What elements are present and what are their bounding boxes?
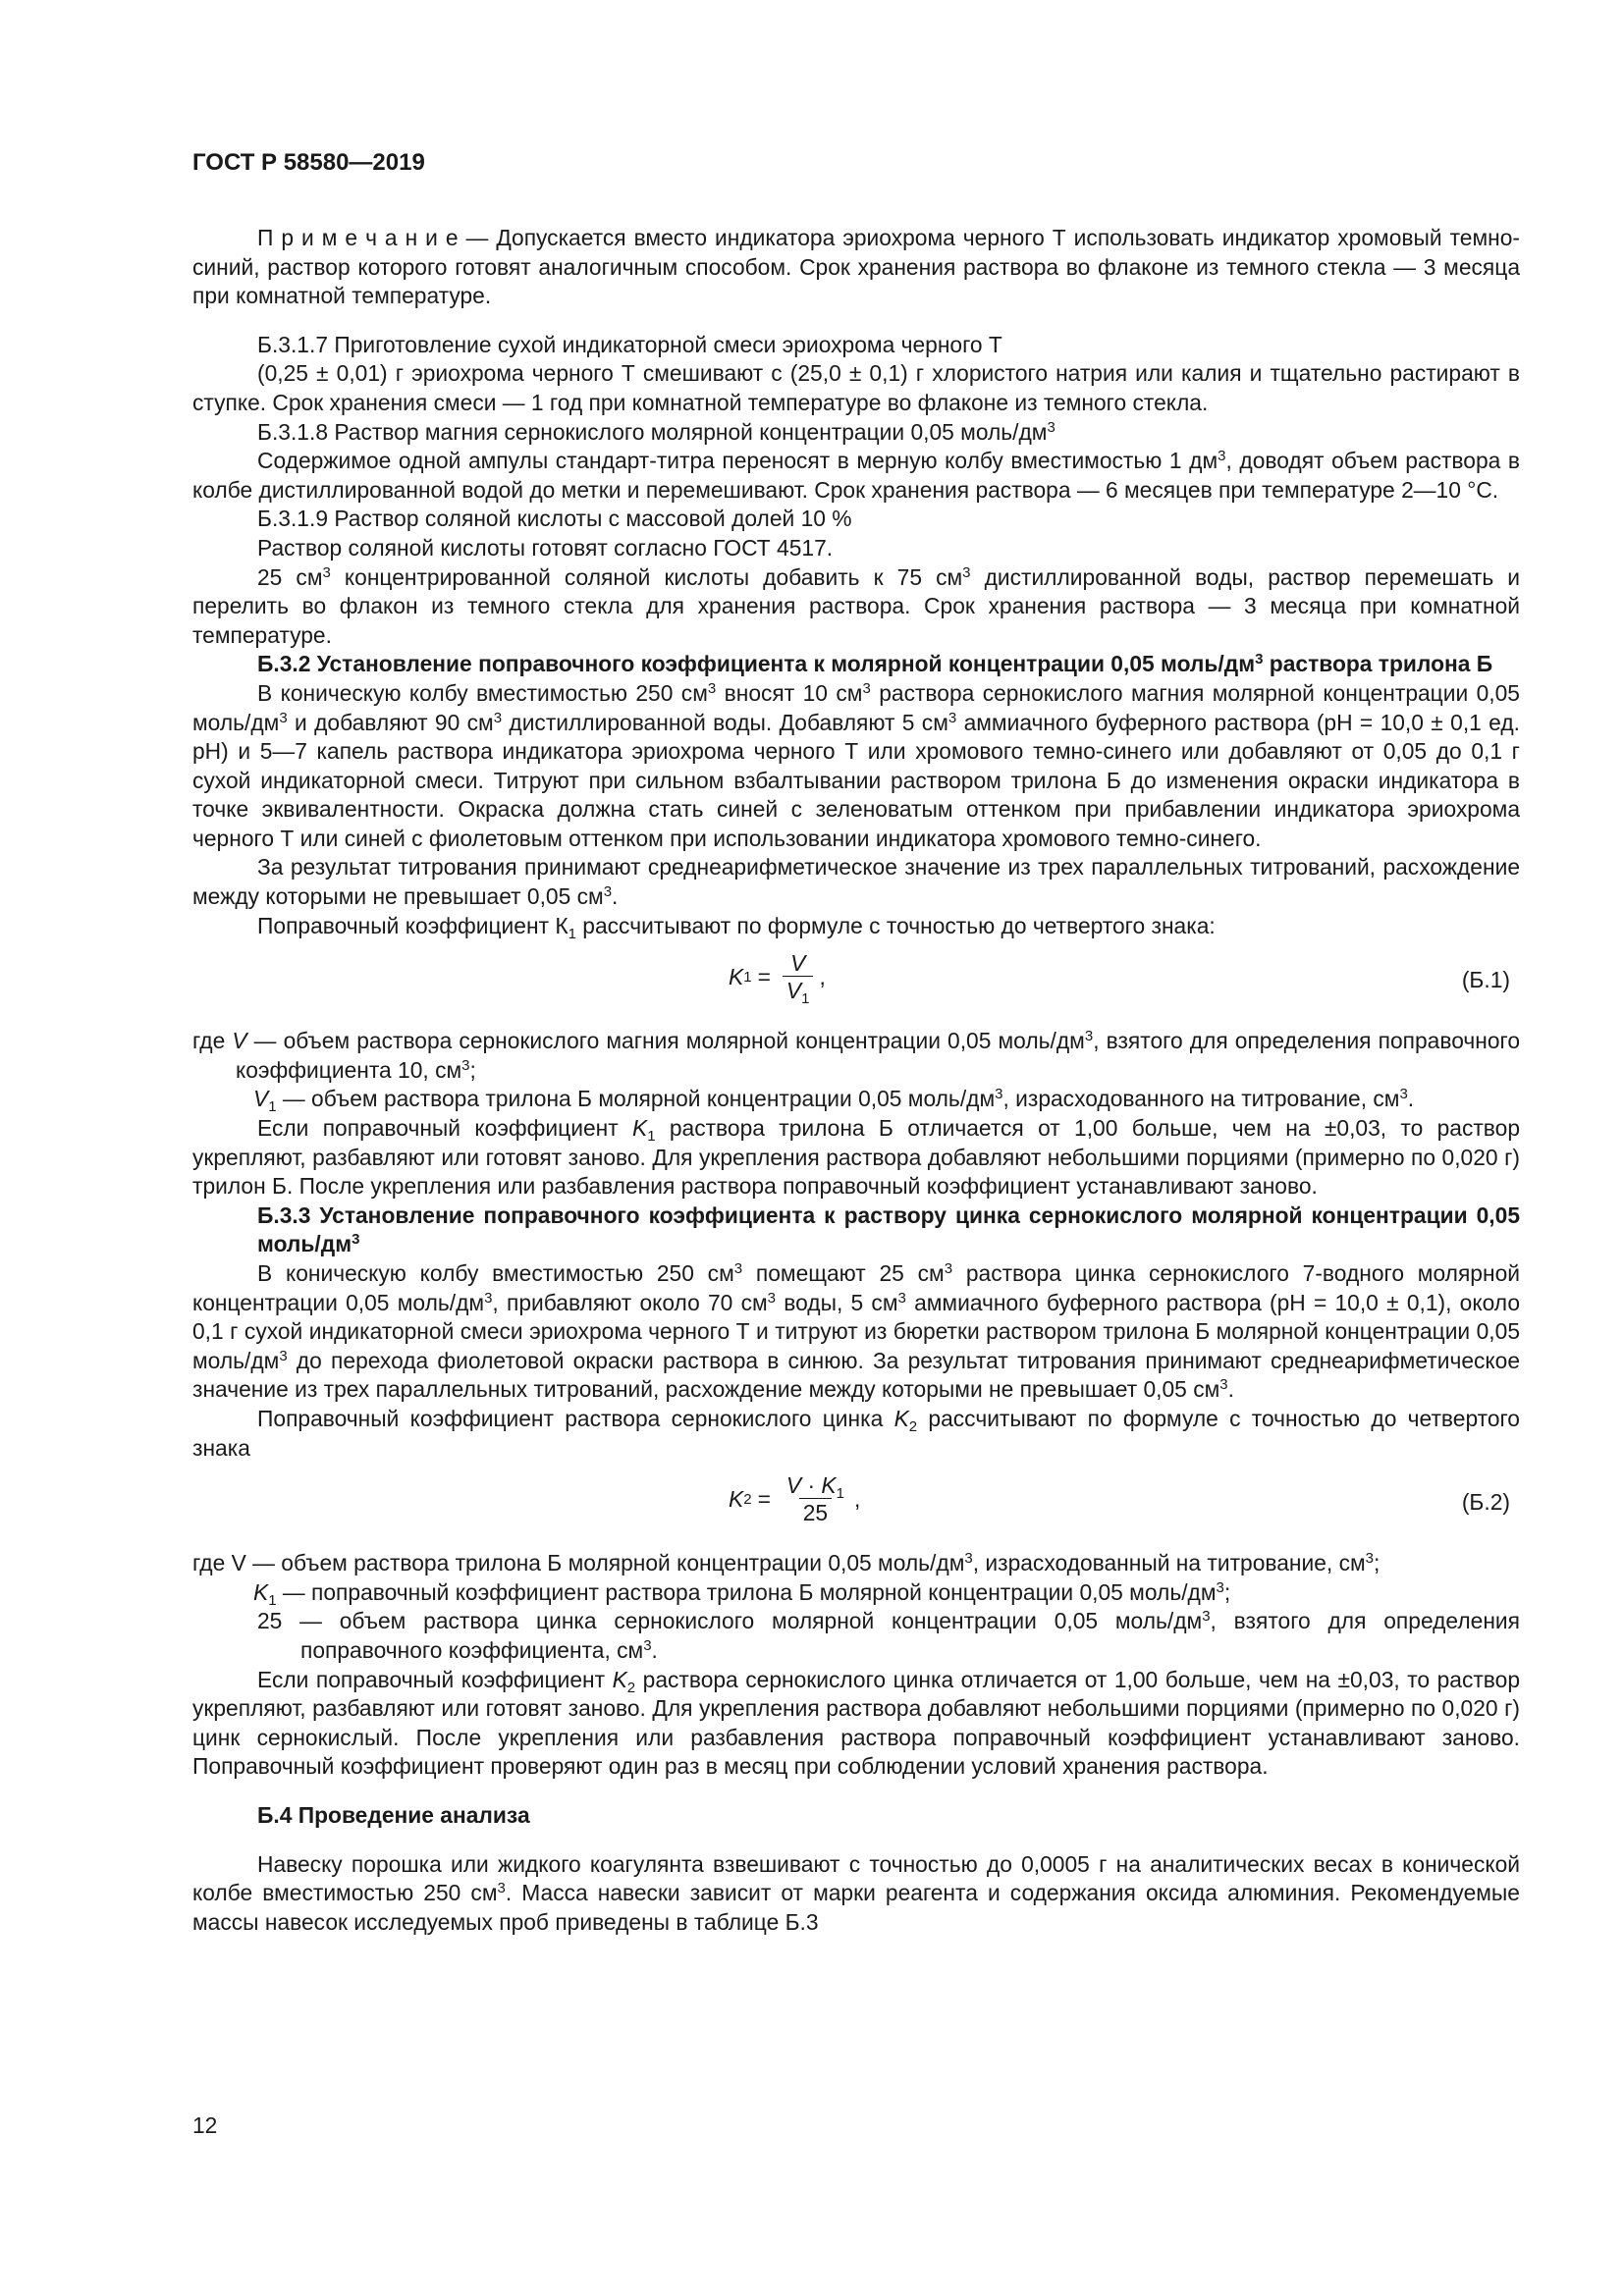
mix-paragraph: (0,25 ± 0,01) г эриохрома черного Т смешивают с (25,0 ± 0,1) г хлористого натрия или калия и тщательно растирают в ступке. Срок хранения смеси — 1 год при комнатной температуре во флаконе из темного стекла. bbox=[192, 360, 1520, 415]
document-body bbox=[192, 224, 1520, 1937]
section-b3-1-8: Б.3.1.8 Раствор магния сернокислого молярной концентрации 0,05 моль/$дм^3$ bbox=[257, 418, 1056, 445]
heading-b3-3: Б.3.3 Установление поправочного коэффициента к раствору цинка сернокислого молярной концентрации 0,05 моль/$дм^3$ bbox=[257, 1201, 1520, 1257]
section-b3-1-7: Б.3.1.7 Приготовление сухой индикаторной смеси эриохрома черного Т bbox=[257, 331, 1002, 357]
formula-b1-fraction: $\frac{V}{V_1}$ bbox=[783, 950, 814, 1004]
heading-b3-2: Б.3.2 Установление поправочного коэффициента к молярной концентрации 0,05 моль/$дм^3$ раствора трилона Б bbox=[257, 651, 1493, 677]
section-b3-1-9: Б.3.1.9 Раствор соляной кислоты с массовой долей 10 % bbox=[257, 506, 852, 532]
formula-b1 bbox=[192, 946, 1520, 1019]
k1-check-paragraph: Если поправочный коэффициент $K_1$ раствора трилона Б отличается от 1,00 больше, чем на ±0,03, то раствор укрепляют, разбавляют или готовят заново. Для укрепления раствора добавляют небольшими порциями (примерно по 0,020 г) трилон Б. После укрепления или разбавления раствора поправочный коэффициент устанавливают заново. bbox=[192, 1115, 1520, 1200]
note-label: П р и м е ч а н и е bbox=[257, 225, 459, 250]
where-k1: $K_1$ — поправочный коэффициент раствора трилона Б молярной концентрации 0,05 моль/$дм^3$; bbox=[253, 1578, 1231, 1609]
where-v1: $V_1$ — объем раствора трилона Б молярной концентрации 0,05 моль/$дм^3$, израсходованного на титрование, $см^3$. bbox=[253, 1086, 1415, 1116]
titration-paragraph: В коническую колбу вместимостью 250 $см^3$ вносят 10 $см^3$ раствора сернокислого магния молярной концентрации 0,05 моль/$дм^3$ и добавляют 90 $см^3$ дистиллированной воды. Добавляют 5 $см^3$ аммиачного буферного раствора (pH = 10,0 ± 0,1 ед. pH) и 5—7 капель раствора индикатора эриохрома черного Т или хромового темно-синего или добавляют от 0,05 до 0,1 г сухой индикаторной смеси. Титруют при сильном взбалтывании раствором трилона Б до изменения окраски индикатора в точке эквивалентности. Окраска должна стать синей с зеленоватым оттенком при прибавлении индикатора эриохрома черного Т или синей с фиолетовым оттенком при использовании индикатора хромового темно-синего. bbox=[192, 679, 1520, 851]
k2-intro: Поправочный коэффициент раствора сернокислого цинка $K_2$ рассчитывают по формуле с точностью до четвертого знака bbox=[192, 1405, 1520, 1461]
ampoule-paragraph: Содержимое одной ампулы стандарт-титра переносят в мерную колбу вместимостью 1 $дм^3$, доводят объем раствора в колбе дистиллированной водой до метки и перемешивают. Срок хранения раствора — 6 месяцев при температуре 2—10 °С. bbox=[192, 448, 1520, 503]
hcl-gost-paragraph: Раствор соляной кислоты готовят согласно ГОСТ 4517. bbox=[257, 534, 834, 561]
formula-b2 bbox=[192, 1468, 1520, 1541]
where-v-trilon: где V — объем раствора трилона Б молярной концентрации 0,05 моль/$дм^3$, израсходованный на титрование, $см^3$; bbox=[192, 1550, 1380, 1576]
formula-b2-expression: K 2 = $\frac{V \cdot K_1}{25}$ , bbox=[729, 1472, 861, 1526]
where-25: 25 — объем раствора цинка сернокислого молярной концентрации 0,05 моль/$дм^3$, взятого для определения поправочного коэффициента, $см^3$. bbox=[257, 1608, 1520, 1663]
heading-b4: Б.4 Проведение анализа bbox=[257, 1801, 530, 1828]
result-paragraph: За результат титрования принимают среднеарифметическое значение из трех параллельных титрований, расхождение между которыми не превышает 0,05 $см^3$. bbox=[192, 854, 1520, 910]
formula-b1-number: (Б.1) bbox=[1461, 967, 1510, 993]
formula-b2-fraction: $\frac{V \cdot K_1}{25}$ bbox=[785, 1472, 844, 1526]
k1-intro: Поправочный коэффициент $К_1$ рассчитывают по формуле с точностью до четвертого знака: bbox=[257, 912, 1216, 942]
formula-b1-expression: K 1 = $\frac{V}{V_1}$ , bbox=[729, 950, 826, 1008]
document-header: ГОСТ Р 58580—2019 bbox=[192, 149, 425, 176]
hcl-paragraph: 25 $см^3$ концентрированной соляной кислоты добавить к 75 $см^3$ дистиллированной воды, раствор перемешать и перелить во флакон из темного стекла для хранения раствора. Срок хранения раствора — 3 месяца при комнатной температуре. bbox=[192, 563, 1520, 648]
formula-b2-number: (Б.2) bbox=[1461, 1489, 1510, 1516]
page-number: 12 bbox=[192, 2112, 218, 2138]
zinc-paragraph: В коническую колбу вместимостью 250 $см^3$ помещают 25 $см^3$ раствора цинка сернокислого 7-водного молярной концентрации 0,05 моль/$дм^3$, прибавляют около 70 $см^3$ воды, 5 $см^3$ аммиачного буферного раствора (pH = 10,0 ± 0,1), около 0,1 г сухой индикаторной смеси эриохрома черного Т и титруют из бюретки раствором трилона Б молярной концентрации 0,05 моль/$дм^3$ до перехода фиолетовой окраски раствора в синюю. За результат титрования принимают среднеарифметическое значение из трех параллельных титрований, расхождение между которыми не превышает 0,05 $см^3$. bbox=[192, 1260, 1521, 1403]
note-paragraph: П р и м е ч а н и е — Допускается вместо индикатора эриохрома черного Т использовать индикатор хромовый темно-синий, раствор которого готовят аналогичным способом. Срок хранения раствора во флаконе из темного стекла — 3 месяца при комнатной температуре. bbox=[192, 225, 1520, 309]
k2-check-paragraph: Если поправочный коэффициент $K_2$ раствора сернокислого цинка отличается от 1,00 больше, чем на ±0,03, то раствор укрепляют, разбавляют или готовят заново. Для укрепления раствора добавляют небольшими порциями (примерно по 0,020 г) цинк сернокислый. После укрепления или разбавления раствора поправочный коэффициент устанавливают заново. Поправочный коэффициент проверяют один раз в месяц при соблюдении условий хранения раствора. bbox=[192, 1666, 1521, 1780]
where-v: где V — объем раствора сернокислого магния молярной концентрации 0,05 моль/$дм^3$, взятого для определения поправочного коэффициента 10, $см^3$; bbox=[192, 1028, 1521, 1083]
b4-paragraph: Навеску порошка или жидкого коагулянта взвешивают с точностью до 0,0005 г на аналитических весах в конической колбе вместимостью 250 $см^3$. Масса навески зависит от марки реагента и содержания оксида алюминия. Рекомендуемые массы навесок исследуемых проб приведены в таблице Б.3 bbox=[192, 1850, 1520, 1935]
